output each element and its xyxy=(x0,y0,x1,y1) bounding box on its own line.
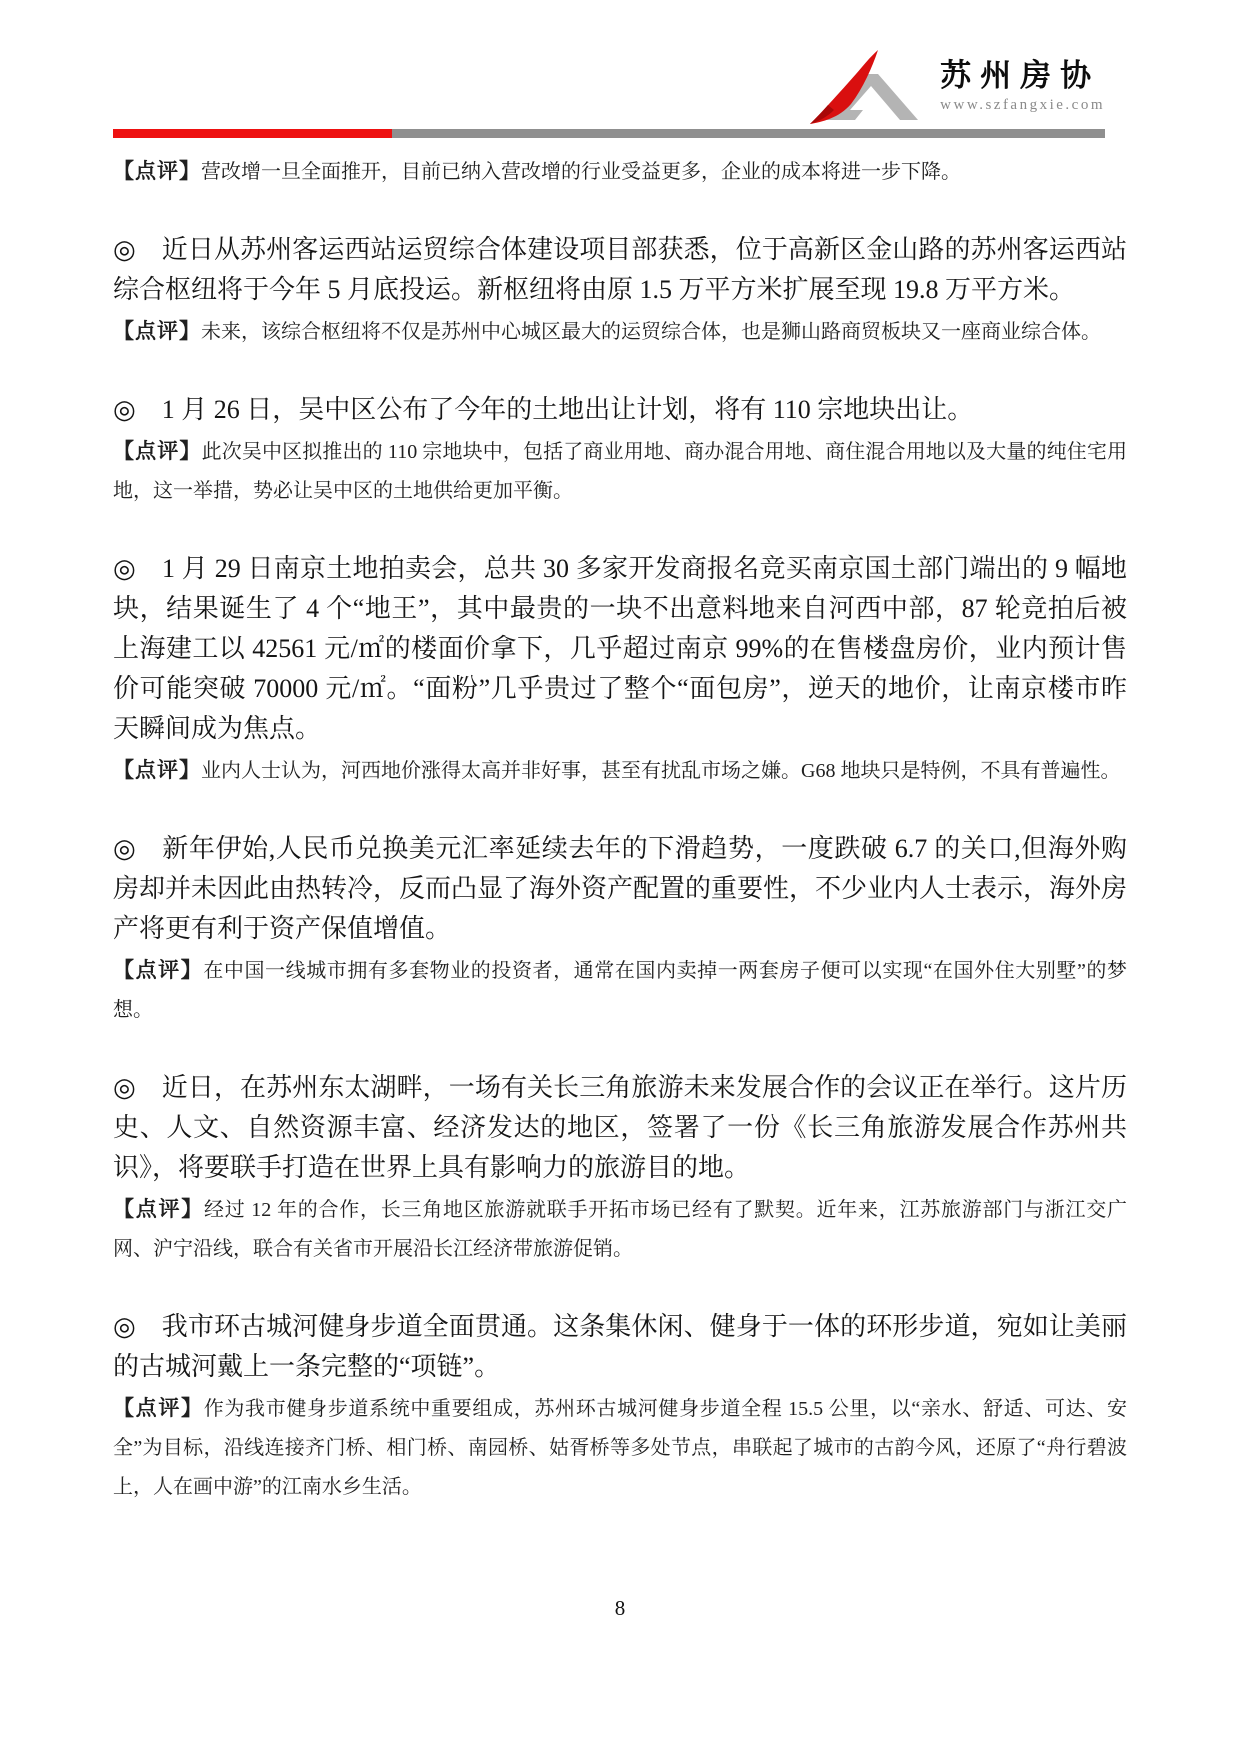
comment-item xyxy=(113,152,1127,192)
comment-text: 作为我市健身步道系统中重要组成，苏州环古城河健身步道全程 15.5 公里，以“亲水、舒适、可达、安全”为目标，沿线连接齐门桥、相门桥、南园桥、姑胥桥等多处节点，串联起了城市的古韵今风，还原了“舟行碧波上，人在画中游”的江南水乡生活。 xyxy=(113,1398,1127,1498)
comment-label: 【点评】 xyxy=(113,758,201,782)
news-bullet-icon: ◎ xyxy=(113,1312,136,1341)
header-rule-red-segment xyxy=(113,129,392,138)
news-bullet-icon: ◎ xyxy=(113,395,136,424)
news-text: 新年伊始,人民币兑换美元汇率延续去年的下滑趋势，一度跌破 6.7 的关口,但海外购房却并未因此由热转冷，反而凸显了海外资产配置的重要性，不少业内人士表示，海外房产将更有利于资产保值增值。 xyxy=(113,834,1128,943)
news-item xyxy=(113,1068,1127,1188)
page-header xyxy=(0,0,1240,140)
news-item xyxy=(113,1307,1127,1387)
comment-label: 【点评】 xyxy=(113,958,204,982)
header-rule-gray-segment xyxy=(392,129,1105,138)
news-bullet-icon: ◎ xyxy=(113,235,136,264)
comment-text: 业内人士认为，河西地价涨得太高并非好事，甚至有扰乱市场之嫌。G68 地块只是特例，不具有普遍性。 xyxy=(201,760,1121,782)
comment-item xyxy=(113,312,1127,352)
comment-text: 未来，该综合枢纽将不仅是苏州中心城区最大的运贸综合体，也是狮山路商贸板块又一座商业综合体。 xyxy=(201,321,1101,343)
news-item xyxy=(113,549,1127,749)
news-item xyxy=(113,230,1127,310)
comment-item xyxy=(113,751,1127,791)
comment-text: 经过 12 年的合作，长三角地区旅游就联手开拓市场已经有了默契。近年来，江苏旅游部门与浙江交广网、沪宁沿线，联合有关省市开展沿长江经济带旅游促销。 xyxy=(113,1199,1127,1260)
comment-label: 【点评】 xyxy=(113,319,201,343)
logo xyxy=(808,48,1105,126)
news-text: 近日，在苏州东太湖畔，一场有关长三角旅游未来发展合作的会议正在举行。这片历史、人文、自然资源丰富、经济发达的地区，签署了一份《长三角旅游发展合作苏州共识》，将要联手打造在世界上具有影响力的旅游目的地。 xyxy=(113,1073,1127,1182)
comment-label: 【点评】 xyxy=(113,1197,204,1221)
news-bullet-icon: ◎ xyxy=(113,834,137,863)
header-rule xyxy=(113,129,1105,138)
comment-text: 此次吴中区拟推出的 110 宗地块中，包括了商业用地、商办混合用地、商住混合用地以及大量的纯住宅用地，这一举措，势必让吴中区的土地供给更加平衡。 xyxy=(113,441,1128,502)
news-bullet-icon: ◎ xyxy=(113,1073,136,1102)
comment-label: 【点评】 xyxy=(113,1396,204,1420)
comment-label: 【点评】 xyxy=(113,159,201,183)
news-bullet-icon: ◎ xyxy=(113,554,136,583)
news-item xyxy=(113,390,1127,430)
page-number: 8 xyxy=(614,1596,626,1620)
comment-item xyxy=(113,432,1127,511)
website-url: www.szfangxie.com xyxy=(940,97,1105,113)
news-text: 1 月 26 日，吴中区公布了今年的土地出让计划，将有 110 宗地块出让。 xyxy=(161,395,974,424)
brush-roof-logo-icon xyxy=(808,48,926,126)
comment-item xyxy=(113,1389,1127,1507)
brand-name: 苏州房协 xyxy=(940,58,1101,93)
comment-label: 【点评】 xyxy=(113,439,202,463)
news-text: 我市环古城河健身步道全面贯通。这条集休闲、健身于一体的环形步道，宛如让美丽的古城河戴上一条完整的“项链”。 xyxy=(113,1312,1127,1381)
news-text: 1 月 29 日南京土地拍卖会，总共 30 多家开发商报名竞买南京国土部门端出的 9 幅地块，结果诞生了 4 个“地王”，其中最贵的一块不出意料地来自河西中部，87 轮竞拍后被上海建工以 42561 元/㎡的楼面价拿下，几乎超过南京 99%的在售楼盘房价，业内预计售价可能突破 70000 元/㎡。“面粉”几乎贵过了整个“面包房”，逆天的地价，让南京楼市昨天瞬间成为焦点。 xyxy=(113,554,1127,743)
page-content xyxy=(113,138,1127,1507)
comment-text: 在中国一线城市拥有多套物业的投资者，通常在国内卖掉一两套房子便可以实现“在国外住大别墅”的梦想。 xyxy=(113,960,1127,1021)
news-item xyxy=(113,829,1127,949)
news-text: 近日从苏州客运西站运贸综合体建设项目部获悉，位于高新区金山路的苏州客运西站综合枢纽将于今年 5 月底投运。新枢纽将由原 1.5 万平方米扩展至现 19.8 万平方米。 xyxy=(113,235,1127,304)
comment-item xyxy=(113,1190,1127,1269)
comment-text: 营改增一旦全面推开，目前已纳入营改增的行业受益更多，企业的成本将进一步下降。 xyxy=(201,161,961,183)
logo-text xyxy=(940,59,1105,115)
comment-item xyxy=(113,951,1127,1030)
